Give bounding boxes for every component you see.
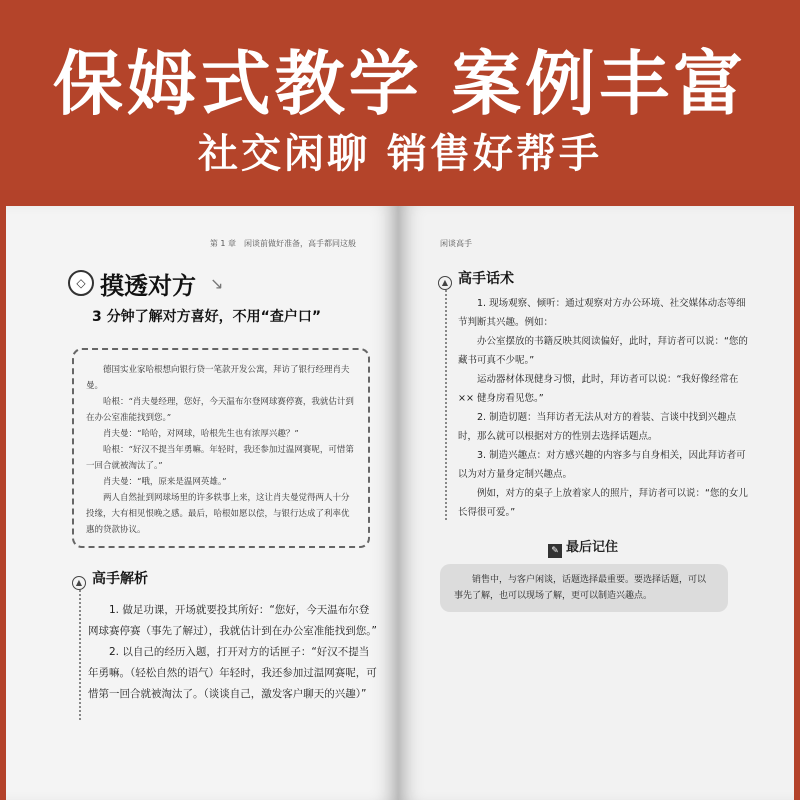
story-paragraph: 肖夫曼：“哈哈，对网球，哈根先生也有浓厚兴趣？”	[103, 429, 299, 439]
talk-heading	[438, 268, 514, 290]
story-paragraph: 肖夫曼：“哦，原来是温网英雄。”	[103, 477, 227, 487]
arrow-icon: ↘	[210, 274, 224, 293]
banner-headline: 保姆式教学 案例丰富	[52, 43, 748, 125]
left-running-head: 第 1 章 闲谈前做好准备，高手都同这般	[209, 239, 356, 248]
story-paragraph: 德国实业家哈根想向银行贷一笔款开发公寓，拜访了银行经理肖夫曼。	[86, 365, 350, 391]
page-subtitle: 3 分钟了解对方喜好，不用“查户口”	[92, 309, 322, 325]
dotted-divider	[445, 290, 447, 520]
story-paragraph: 哈根：“肖夫曼经理，您好，今天温布尔登网球赛停赛，我就估计到在办公室准能找到您。”	[86, 397, 354, 423]
right-running-head: 闲谈高手	[440, 239, 472, 248]
story-paragraph: 两人自然扯到网球场里的许多轶事上来，这让肖夫曼觉得两人十分投缘，大有相见恨晚之感。最后，哈根如愿以偿，与银行达成了利率优惠的贷款协议。	[86, 493, 350, 535]
talk-title: 高手话术	[458, 271, 514, 287]
analysis-heading	[72, 568, 148, 590]
right-page	[398, 206, 794, 800]
remember-text: 销售中，与客户闲谈，话题选择最重要。要选择话题，可以事先了解，也可以现场了解，更可以制造兴趣点。	[454, 575, 707, 601]
talk-paragraph: 1. 现场观察、倾听：通过观察对方办公环境、社交媒体动态等细节判断其兴趣。例如：	[458, 298, 746, 328]
story-paragraph: 哈根：“好汉不提当年勇嘛。年轻时，我还参加过温网赛呢，可惜第一回合就被淘汰了。”	[86, 445, 354, 471]
talk-paragraph: 办公室摆放的书籍反映其阅读偏好，此时，拜访者可以说：“您的藏书可真不少呢。”	[458, 336, 748, 366]
talk-paragraph: 例如，对方的桌子上放着家人的照片，拜访者可以说：“您的女儿长得很可爱。”	[458, 488, 748, 518]
dotted-divider	[79, 590, 81, 720]
analysis-paragraph: 2. 以自己的经历入题，打开对方的话匣子：“好汉不提当年勇嘛。（轻松自然的语气）年轻时，我还参加过温网赛呢，可惜第一回合就被淘汰了。（谈谈自己，激发客户聊天的兴趣）”	[88, 646, 377, 700]
talk-paragraph: 运动器材体现健身习惯，此时，拜访者可以说：“我好像经常在 ×× 健身房看见您。”	[458, 374, 739, 404]
diamond-icon: ◇	[68, 270, 94, 296]
lightbulb-icon: ▲	[438, 276, 452, 290]
remember-heading	[548, 536, 618, 558]
banner-subline: 社交闲聊 销售好帮手	[198, 131, 602, 177]
promo-banner	[0, 0, 800, 190]
pencil-icon: ✎	[548, 544, 562, 558]
story-box	[72, 348, 370, 548]
page-title: 摸透对方	[100, 272, 196, 300]
analysis-title: 高手解析	[92, 571, 148, 587]
section-title	[68, 266, 388, 302]
analysis-body	[88, 600, 378, 705]
lightbulb-icon: ▲	[72, 576, 86, 590]
talk-paragraph: 3. 制造兴趣点：对方感兴趣的内容多与自身相关，因此拜访者可以为对方量身定制兴趣点。	[458, 450, 746, 480]
talk-body	[458, 294, 752, 522]
talk-paragraph: 2. 制造切题：当拜访者无法从对方的着装、言谈中找到兴趣点时，那么就可以根据对方的性别去选择话题点。	[458, 412, 737, 442]
remember-box	[440, 564, 728, 612]
left-page	[6, 206, 398, 800]
remember-title: 最后记住	[566, 540, 619, 555]
analysis-paragraph: 1. 做足功课，开场就要投其所好：“您好，今天温布尔登网球赛停赛（事先了解过），我就估计到在办公室准能找到您。”	[88, 604, 377, 637]
